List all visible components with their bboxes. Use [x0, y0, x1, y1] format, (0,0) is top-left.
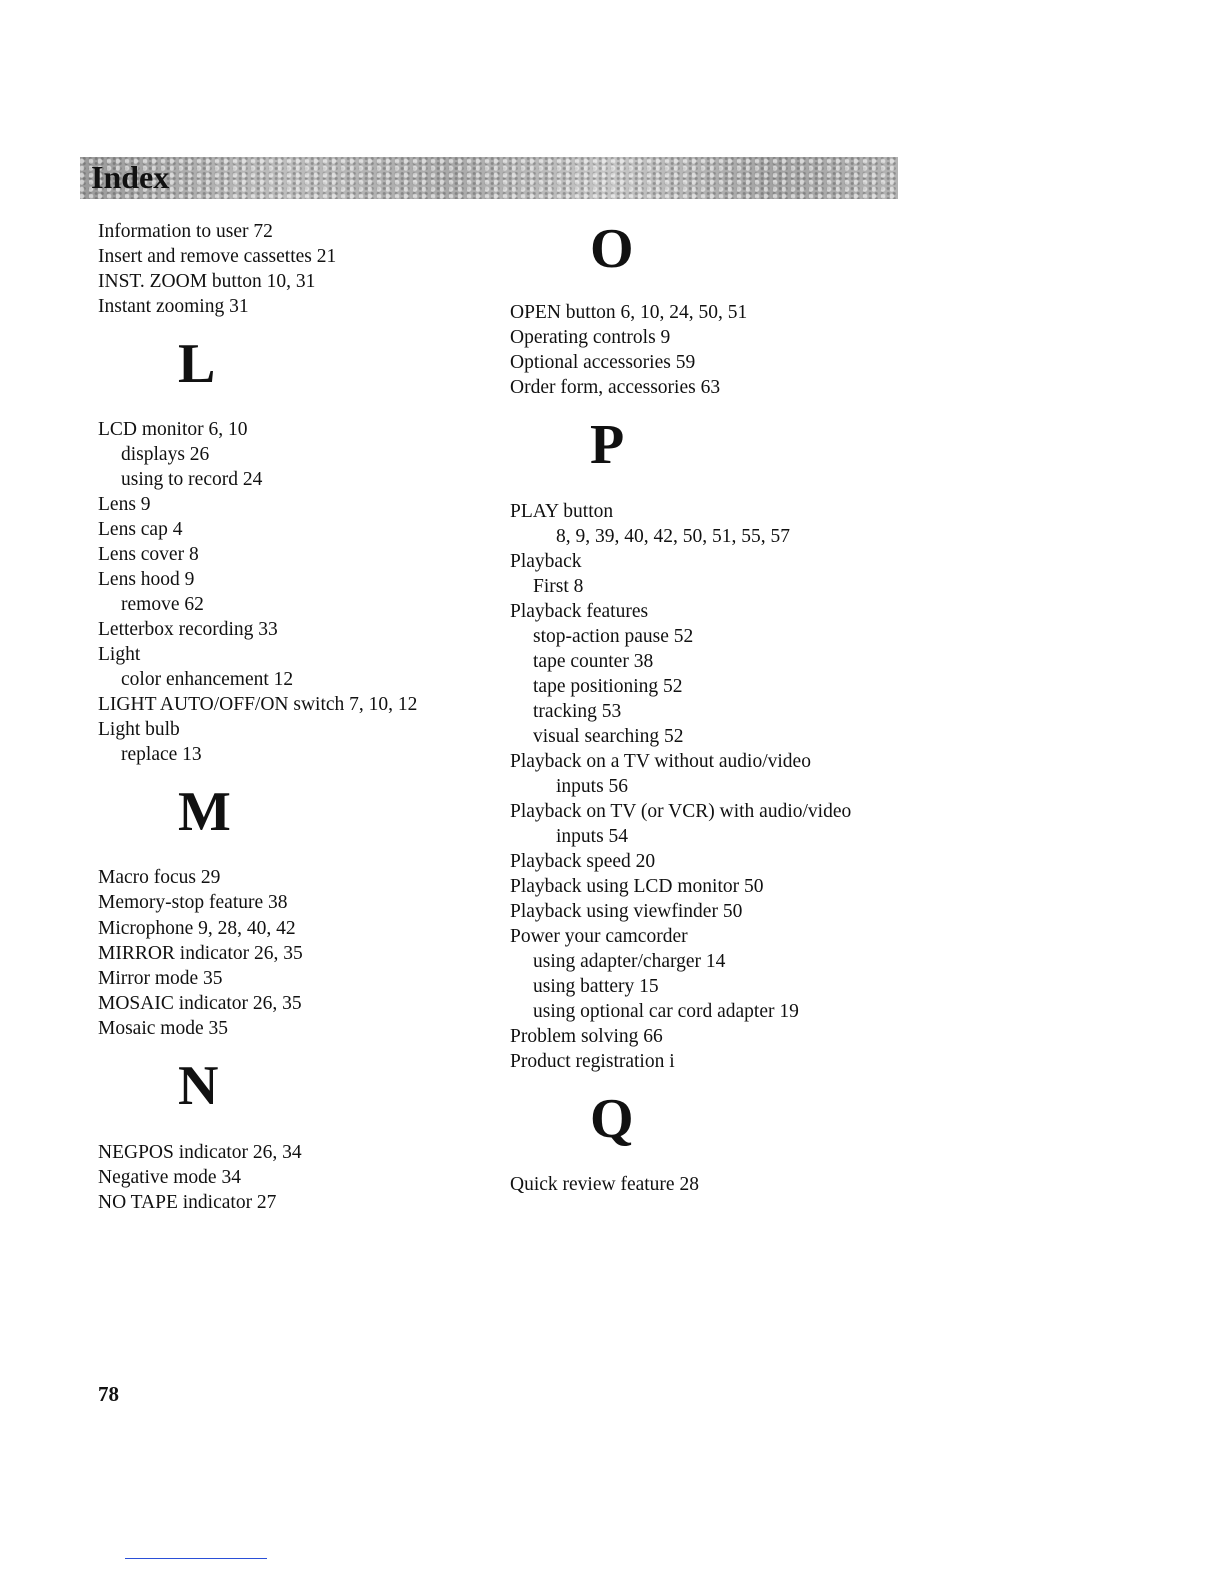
- index-subentry: using optional car cord adapter 19: [533, 1001, 799, 1022]
- index-entry: Macro focus 29: [98, 867, 221, 888]
- index-entry: Playback: [510, 551, 582, 572]
- index-entry: Lens cap 4: [98, 519, 183, 540]
- index-entry: Playback speed 20: [510, 851, 656, 872]
- index-subentry: visual searching 52: [533, 726, 684, 747]
- index-subentry: stop-action pause 52: [533, 626, 694, 647]
- index-subentry: remove 62: [121, 594, 204, 615]
- section-letter-l: L: [178, 333, 216, 395]
- index-entry: LIGHT AUTO/OFF/ON switch 7, 10, 12: [98, 694, 418, 715]
- section-letter-n: N: [178, 1055, 219, 1117]
- index-subentry: First 8: [533, 576, 584, 597]
- index-entry: Lens cover 8: [98, 544, 199, 565]
- index-entry: Letterbox recording 33: [98, 619, 278, 640]
- section-letter-q: Q: [590, 1088, 634, 1150]
- index-subentry: tracking 53: [533, 701, 622, 722]
- index-subentry: tape counter 38: [533, 651, 654, 672]
- index-entry: Playback using viewfinder 50: [510, 901, 743, 922]
- index-entry: MOSAIC indicator 26, 35: [98, 993, 302, 1014]
- index-entry: Product registration i: [510, 1051, 675, 1072]
- index-header-banner: [80, 157, 898, 199]
- index-entry: INST. ZOOM button 10, 31: [98, 271, 316, 292]
- index-entry: Playback on a TV without audio/video: [510, 751, 811, 772]
- index-subentry: using battery 15: [533, 976, 659, 997]
- section-letter-p: P: [590, 414, 625, 476]
- index-entry: Playback features: [510, 601, 649, 622]
- index-entry: Mosaic mode 35: [98, 1018, 228, 1039]
- index-entry: PLAY button: [510, 501, 614, 522]
- index-entry: Power your camcorder: [510, 926, 688, 947]
- index-entry: Optional accessories 59: [510, 352, 696, 373]
- index-entry: Lens hood 9: [98, 569, 195, 590]
- index-entry: MIRROR indicator 26, 35: [98, 943, 303, 964]
- index-entry: Information to user 72: [98, 221, 273, 242]
- index-subentry: tape positioning 52: [533, 676, 683, 697]
- index-entry: Mirror mode 35: [98, 968, 223, 989]
- index-entry: Instant zooming 31: [98, 296, 249, 317]
- index-entry: Order form, accessories 63: [510, 377, 721, 398]
- index-entry: NO TAPE indicator 27: [98, 1192, 277, 1213]
- index-subentry: inputs 56: [556, 776, 629, 797]
- index-subentry: displays 26: [121, 444, 210, 465]
- index-entry: Memory-stop feature 38: [98, 892, 288, 913]
- index-subentry: 8, 9, 39, 40, 42, 50, 51, 55, 57: [556, 526, 790, 547]
- index-entry: Playback using LCD monitor 50: [510, 876, 764, 897]
- footer-rule: [125, 1558, 267, 1559]
- index-subentry: inputs 54: [556, 826, 629, 847]
- index-entry: Problem solving 66: [510, 1026, 663, 1047]
- index-entry: Lens 9: [98, 494, 151, 515]
- index-entry: Light: [98, 644, 141, 665]
- index-subentry: replace 13: [121, 744, 202, 765]
- index-entry: NEGPOS indicator 26, 34: [98, 1142, 302, 1163]
- index-subentry: color enhancement 12: [121, 669, 294, 690]
- index-entry: Microphone 9, 28, 40, 42: [98, 918, 296, 939]
- index-entry: Light bulb: [98, 719, 180, 740]
- index-entry: Quick review feature 28: [510, 1174, 699, 1195]
- index-subentry: using adapter/charger 14: [533, 951, 726, 972]
- index-subentry: using to record 24: [121, 469, 263, 490]
- index-entry: LCD monitor 6, 10: [98, 419, 248, 440]
- section-letter-m: M: [178, 781, 231, 843]
- index-title: Index: [91, 159, 170, 195]
- index-entry: Playback on TV (or VCR) with audio/video: [510, 801, 852, 822]
- index-entry: OPEN button 6, 10, 24, 50, 51: [510, 302, 748, 323]
- index-entry: Operating controls 9: [510, 327, 671, 348]
- section-letter-o: O: [590, 218, 634, 280]
- index-entry: Insert and remove cassettes 21: [98, 246, 337, 267]
- index-entry: Negative mode 34: [98, 1167, 241, 1188]
- page-number: 78: [98, 1382, 119, 1406]
